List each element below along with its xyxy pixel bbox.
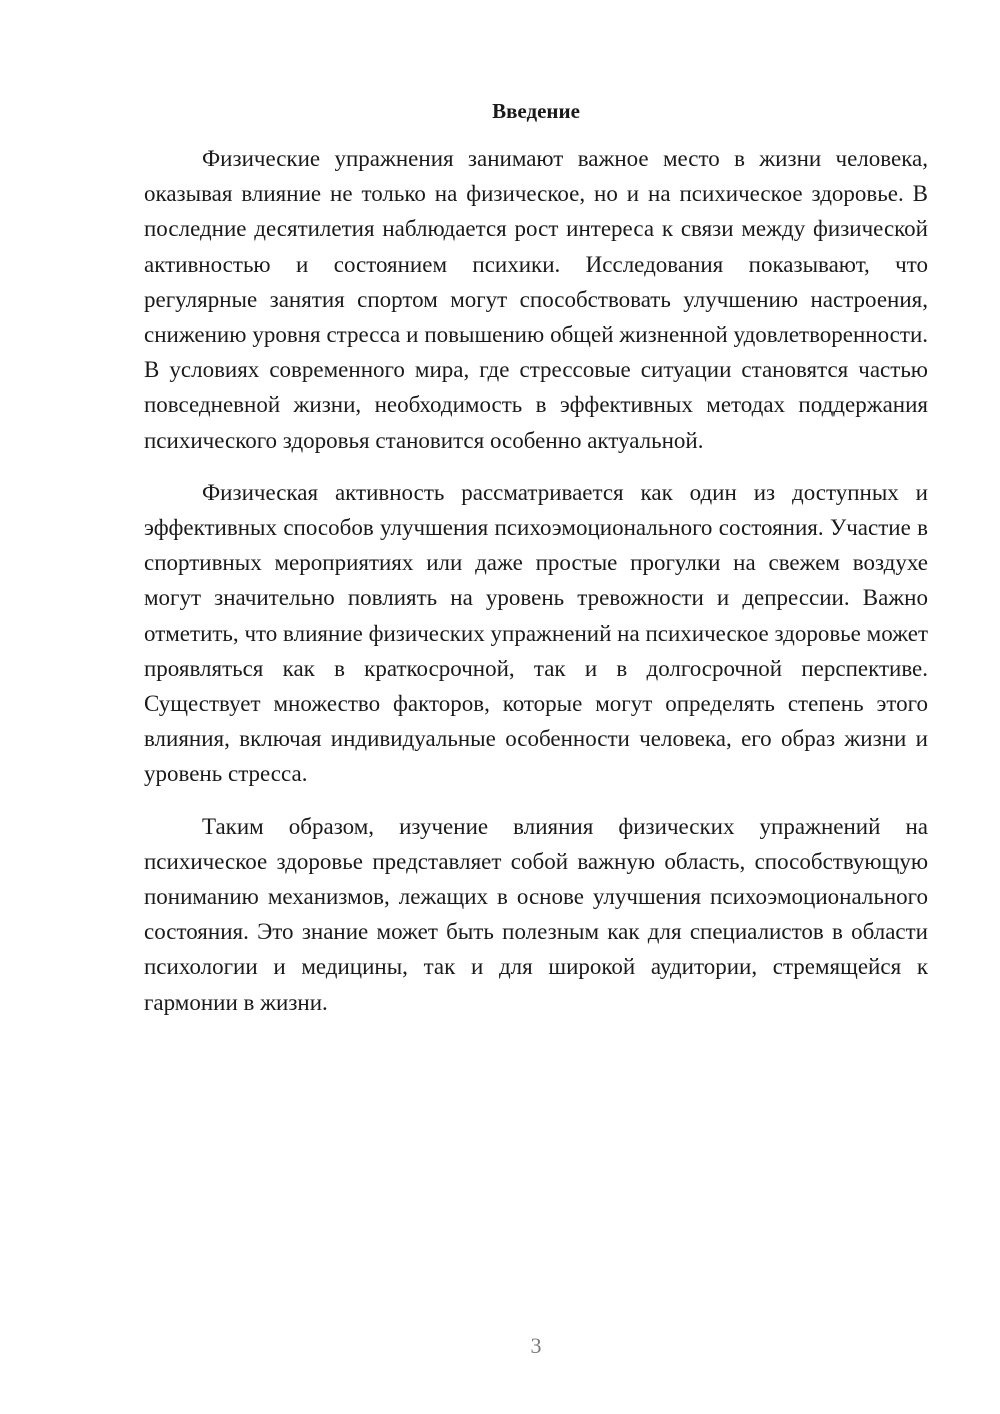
paragraph-2: Физическая активность рассматривается как один из доступных и эффективных способов улучшения психоэмоционального состояния. Участие в спортивных мероприятиях или даже простые прогулки на свежем воздухе могут значительно повлиять на уровень тревожности и депрессии. Важно отметить, что влияние физических упражнений на психическое здоровье может проявляться как в краткосрочной, так и в долгосрочной перспективе. Существует множество факторов, которые могут определять степень этого влияния, включая индивидуальные особенности человека, его образ жизни и уровень стресса. <box>144 479 928 787</box>
page-number: 3 <box>530 1333 542 1358</box>
section-title: Введение <box>492 99 580 123</box>
paragraph-3: Таким образом, изучение влияния физических упражнений на психическое здоровье представляет собой важную область, способствующую пониманию механизмов, лежащих в основе улучшения психоэмоционального состояния. Это знание может быть полезным как для специалистов в области психологии и медицины, так и для широкой аудитории, стремящейся к гармонии в жизни. <box>144 813 928 1015</box>
paragraph-1: Физические упражнения занимают важное место в жизни человека, оказывая влияние не только на физическое, но и на психическое здоровье. В последние десятилетия наблюдается рост интереса к связи между физической активностью и состоянием психики. Исследования показывают, что регулярные занятия спортом могут способствовать улучшению настроения, снижению уровня стресса и повышению общей жизненной удовлетворенности. В условиях современного мира, где стрессовые ситуации становятся частью повседневной жизни, необходимость в эффективных методах поддержания психического здоровья становится особенно актуальной. <box>144 146 928 453</box>
page-body <box>144 96 928 1020</box>
